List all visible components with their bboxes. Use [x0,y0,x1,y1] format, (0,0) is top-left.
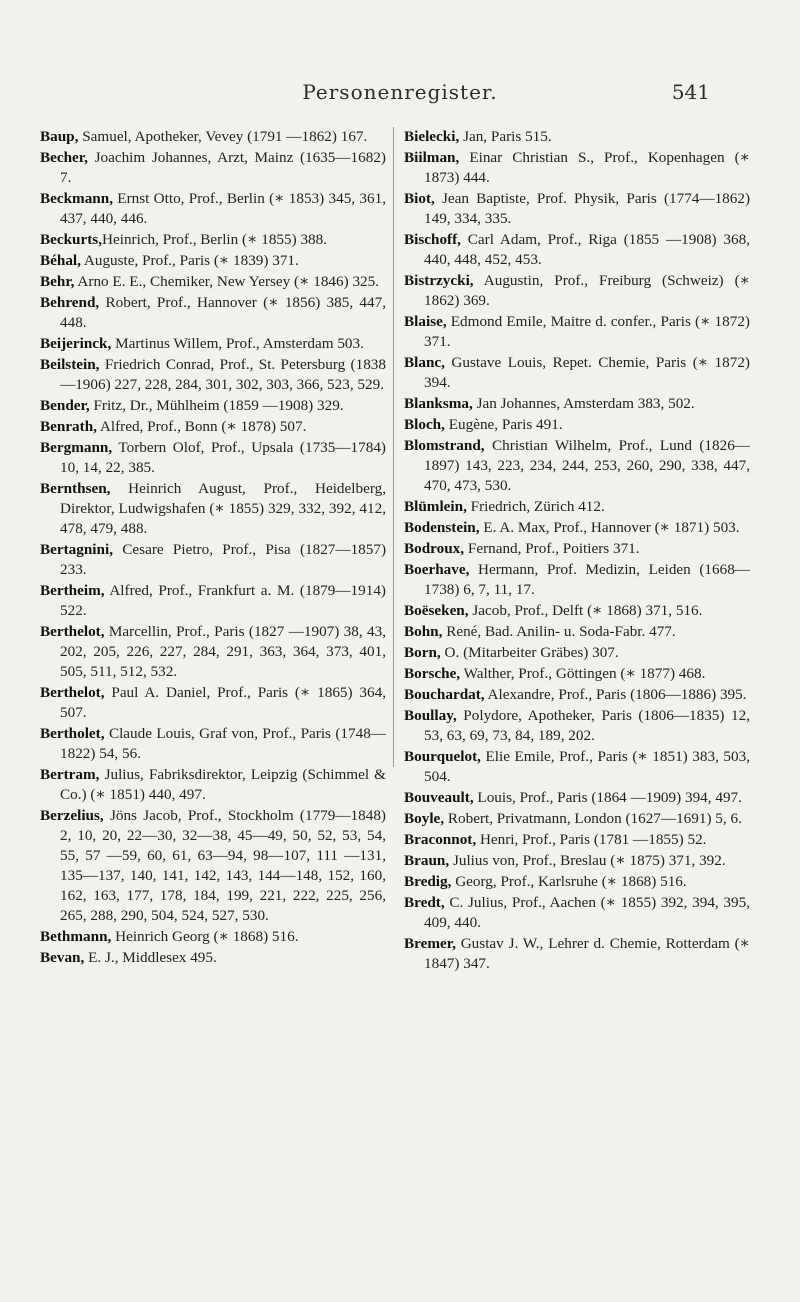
entry-text: Auguste, Prof., Paris (∗ 1839) 371. [80,252,299,269]
index-entry [404,622,750,642]
entry-name: Blanksma, [404,395,473,412]
entry-text: Samuel, Apotheker, Vevey (1791 —1862) 167. [78,128,368,145]
entry-text: Georg, Prof., Karlsruhe (∗ 1868) 516. [451,873,687,890]
entry-name: Bertagnini, [40,541,113,558]
index-entry [404,664,750,684]
entry-name: Beijerinck, [40,335,112,352]
entry-text: Claude Louis, Graf von, Prof., Paris (1748—1822) 54, 56. [60,725,386,762]
index-entry [404,685,750,705]
entry-text: Fernand, Prof., Poitiers 371. [464,540,640,557]
index-entry [40,148,386,188]
entry-name: Bodenstein, [404,519,480,536]
entry-name: Boëseken, [404,602,469,619]
index-entry [404,394,750,414]
index-entry [40,927,386,947]
index-entry [404,148,750,188]
entry-text: Louis, Prof., Paris (1864 —1909) 394, 497. [473,789,742,806]
entry-text: Jacob, Prof., Delft (∗ 1868) 371, 516. [468,602,703,619]
entry-text: Marcellin, Prof., Paris (1827 —1907) 38, 43, 202, 205, 226, 227, 284, 291, 363, 364, 373, 401, 505, 511, 512, 532. [60,623,386,680]
entry-text: Jöns Jacob, Prof., Stockholm (1779—1848) 2, 10, 20, 22—30, 32—38, 45—49, 50, 52, 53, 54, 55, 57 —59, 60, 61, 63—94, 98—107, 111 —131, 135—137, 140, 141, 142, 143, 144—148, 152, 160, 162, 163, 177, 178, 184, 199, 221, 222, 225, 256, 265, 288, 290, 504, 524, 527, 530. [60,807,386,924]
index-entry [40,334,386,354]
index-entry [40,479,386,539]
entry-name: Blomstrand, [404,437,485,454]
index-entry [404,127,750,147]
entry-name: Behrend, [40,294,100,311]
page-number: 541 [671,80,710,104]
entry-name: Bredt, [404,894,445,911]
entry-name: Baup, [40,128,79,145]
entry-text: Christian Wilhelm, Prof., Lund (1826—1897) 143, 223, 234, 244, 253, 260, 290, 338, 447, 470, 473, 530. [424,437,750,494]
entry-text: Cesare Pietro, Prof., Pisa (1827—1857) 233. [60,541,386,578]
index-entry [40,355,386,395]
entry-text: E. A. Max, Prof., Hannover (∗ 1871) 503. [479,519,740,536]
entry-text: Jan, Paris 515. [459,128,552,145]
right-column [404,127,750,975]
entry-text: Carl Adam, Prof., Riga (1855 —1908) 368, 440, 448, 452, 453. [424,231,750,268]
entry-text: Alfred, Prof., Frankfurt a. M. (1879—1914) 522. [60,582,386,619]
entry-name: Bouveault, [404,789,474,806]
entry-name: Bergmann, [40,439,113,456]
entry-name: Bredig, [404,873,452,890]
index-entry [404,809,750,829]
entry-text: Joachim Johannes, Arzt, Mainz (1635—1682) 7. [60,149,386,186]
entry-name: Benrath, [40,418,97,435]
entry-text: Heinrich, Prof., Berlin (∗ 1855) 388. [102,231,328,248]
entry-name: Bodroux, [404,540,465,557]
entry-text: Arno E. E., Chemiker, New Yersey (∗ 1846) 325. [74,273,380,290]
entry-text: Hermann, Prof. Medizin, Leiden (1668—1738) 6, 7, 11, 17. [424,561,750,598]
entry-name: Bielecki, [404,128,460,145]
entry-text: Robert, Privatmann, London (1627—1691) 5, 6. [444,810,742,827]
entry-text: Torbern Olof, Prof., Upsala (1735—1784) 10, 14, 22, 385. [60,439,386,476]
index-entry [404,788,750,808]
index-entry [404,706,750,746]
index-entry [40,251,386,271]
entry-name: Bevan, [40,949,85,966]
index-entry [404,893,750,933]
index-entry [40,622,386,682]
entry-name: Bloch, [404,416,445,433]
entry-name: Becher, [40,149,88,166]
page-title: Personenregister. [302,80,498,104]
entry-text: Alfred, Prof., Bonn (∗ 1878) 507. [96,418,307,435]
entry-name: Bender, [40,397,90,414]
index-entry [40,683,386,723]
entry-name: Berzelius, [40,807,104,824]
index-entry [404,643,750,663]
entry-text: C. Julius, Prof., Aachen (∗ 1855) 392, 394, 395, 409, 440. [424,894,750,931]
index-entry [40,581,386,621]
entry-text: Einar Christian S., Prof., Kopenhagen (∗ 1873) 444. [424,149,750,186]
entry-name: Bethmann, [40,928,112,945]
entry-text: Martinus Willem, Prof., Amsterdam 503. [111,335,364,352]
entry-text: Fritz, Dr., Mühlheim (1859 —1908) 329. [89,397,344,414]
entry-text: Henri, Prof., Paris (1781 —1855) 52. [476,831,707,848]
entry-text: Elie Emile, Prof., Paris (∗ 1851) 383, 503, 504. [424,748,750,785]
index-entry [40,724,386,764]
entry-name: Boyle, [404,810,445,827]
entry-text: Gustav J. W., Lehrer d. Chemie, Rotterdam (∗ 1847) 347. [424,935,750,972]
entry-text: Heinrich Georg (∗ 1868) 516. [111,928,299,945]
entry-text: Friedrich, Zürich 412. [466,498,605,515]
index-entry [40,230,386,250]
entry-text: Walther, Prof., Göttingen (∗ 1877) 468. [460,665,706,682]
entry-text: Jan Johannes, Amsterdam 383, 502. [472,395,695,412]
entry-name: Bernthsen, [40,480,111,497]
index-entry [40,189,386,229]
index-entry [404,747,750,787]
entry-name: Blümlein, [404,498,467,515]
index-entry [40,293,386,333]
entry-text: Eugène, Paris 491. [444,416,563,433]
index-entry [404,560,750,600]
entry-text: Julius, Fabriksdirektor, Leipzig (Schimmel & Co.) (∗ 1851) 440, 497. [60,766,386,803]
entry-name: Bouchardat, [404,686,485,703]
index-entry [40,417,386,437]
entry-text: Paul A. Daniel, Prof., Paris (∗ 1865) 364, 507. [60,684,386,721]
index-entry [40,396,386,416]
index-entry [404,415,750,435]
entry-text: Gustave Louis, Repet. Chemie, Paris (∗ 1872) 394. [424,354,750,391]
entry-name: Blaise, [404,313,447,330]
entry-name: Bremer, [404,935,456,952]
entry-name: Biilman, [404,149,460,166]
index-entry [404,518,750,538]
entry-text: Julius von, Prof., Breslau (∗ 1875) 371, 392. [449,852,726,869]
entry-text: Polydore, Apotheker, Paris (1806—1835) 12, 53, 63, 69, 73, 84, 189, 202. [424,707,750,744]
index-entry [40,806,386,926]
page-header [0,80,800,110]
index-entry [404,312,750,352]
index-entry [404,934,750,974]
index-entry [404,271,750,311]
entry-name: Bertholet, [40,725,105,742]
entry-name: Boerhave, [404,561,470,578]
index-entry [40,438,386,478]
entry-name: Beilstein, [40,356,100,373]
entry-name: Bohn, [404,623,443,640]
index-entry [404,353,750,393]
index-entry [40,127,386,147]
entry-name: Bistrzycki, [404,272,474,289]
left-column [40,127,386,969]
entry-name: Béhal, [40,252,81,269]
entry-name: Behr, [40,273,75,290]
entry-name: Borsche, [404,665,461,682]
entry-name: Biot, [404,190,435,207]
entry-text: Alexandre, Prof., Paris (1806—1886) 395. [484,686,747,703]
index-entry [404,872,750,892]
index-entry [40,272,386,292]
entry-name: Bourquelot, [404,748,481,765]
index-entry [404,601,750,621]
entry-name: Beckmann, [40,190,113,207]
entry-text: O. (Mitarbeiter Gräbes) 307. [440,644,619,661]
entry-name: Berthelot, [40,623,105,640]
index-entry [404,539,750,559]
index-entry [40,765,386,805]
index-entry [40,540,386,580]
entry-text: Robert, Prof., Hannover (∗ 1856) 385, 447, 448. [60,294,386,331]
index-entry [404,830,750,850]
index-entry [40,948,386,968]
index-entry [404,497,750,517]
index-entry [404,851,750,871]
entry-name: Bertheim, [40,582,105,599]
entry-name: Bischoff, [404,231,461,248]
entry-text: Friedrich Conrad, Prof., St. Petersburg (1838—1906) 227, 228, 284, 301, 302, 303, 366, 523, 529. [60,356,386,393]
entry-name: Beckurts, [40,231,103,248]
entry-name: Braun, [404,852,450,869]
entry-name: Berthelot, [40,684,105,701]
column-divider [393,127,394,767]
entry-text: Augustin, Prof., Freiburg (Schweiz) (∗ 1862) 369. [424,272,750,309]
entry-text: Edmond Emile, Maitre d. confer., Paris (∗ 1872) 371. [424,313,750,350]
entry-text: René, Bad. Anilin- u. Soda-Fabr. 477. [442,623,676,640]
entry-name: Boullay, [404,707,457,724]
entry-name: Born, [404,644,441,661]
entry-name: Blanc, [404,354,445,371]
index-entry [404,436,750,496]
entry-text: E. J., Middlesex 495. [84,949,217,966]
index-entry [404,230,750,270]
entry-text: Ernst Otto, Prof., Berlin (∗ 1853) 345, 361, 437, 440, 446. [60,190,386,227]
index-entry [404,189,750,229]
entry-name: Braconnot, [404,831,477,848]
entry-text: Heinrich August, Prof., Heidelberg, Direktor, Ludwigshafen (∗ 1855) 329, 332, 392, 412, 478, 479, 488. [60,480,386,537]
entry-text: Jean Baptiste, Prof. Physik, Paris (1774—1862) 149, 334, 335. [424,190,750,227]
entry-name: Bertram, [40,766,100,783]
